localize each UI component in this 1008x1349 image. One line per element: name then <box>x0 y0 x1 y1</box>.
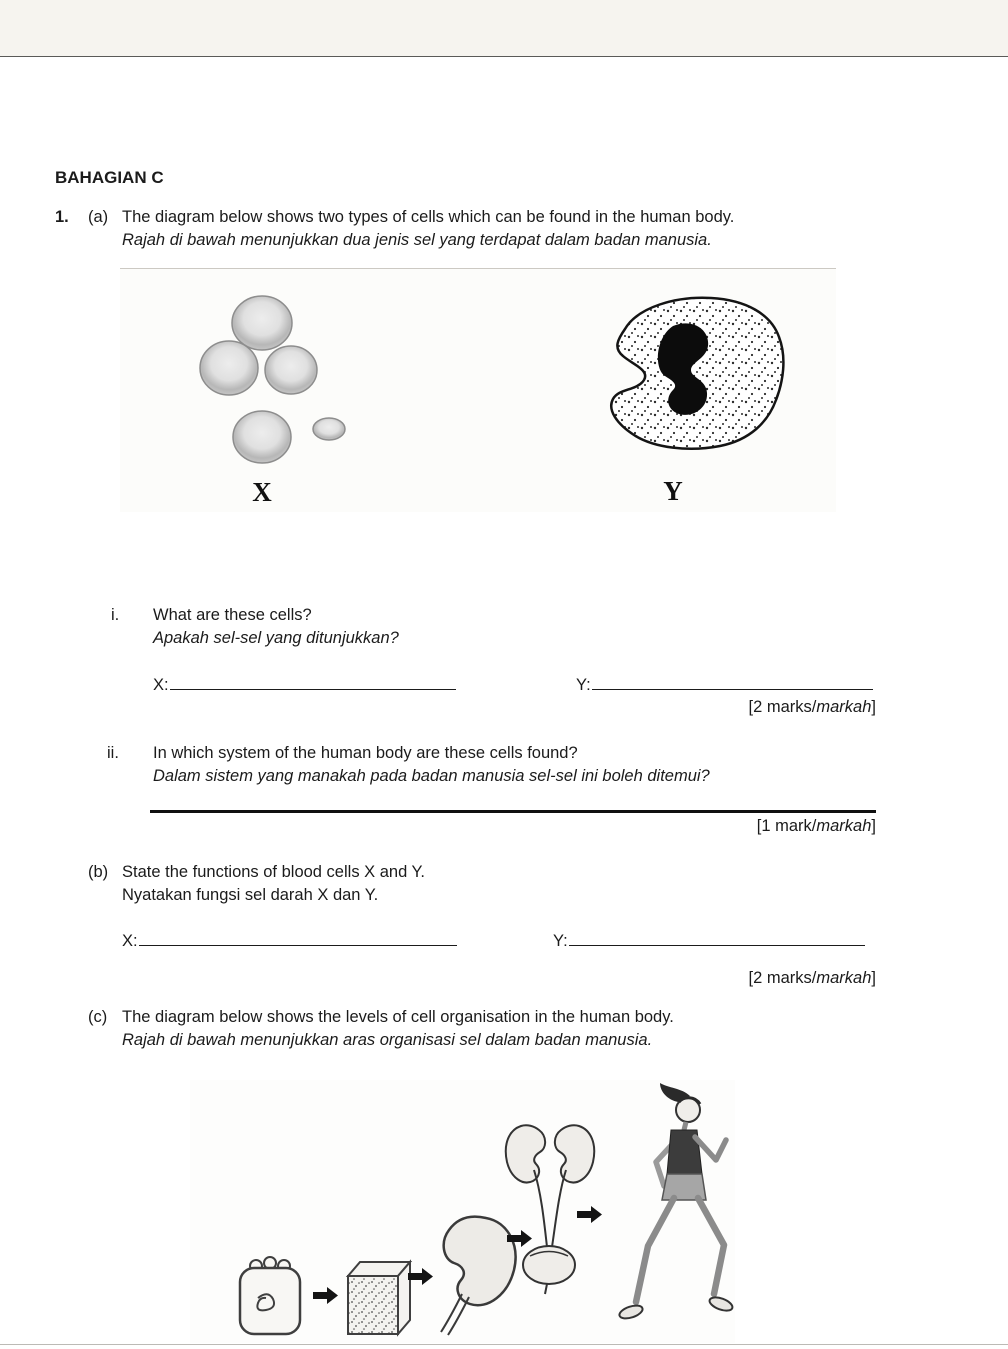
arrow-right-icon <box>313 1287 338 1304</box>
marks-pre: [2 marks/ <box>748 698 817 716</box>
blank-line-y <box>569 929 865 946</box>
answer-blank-x-b <box>122 929 457 953</box>
page-bottom-edge <box>0 1344 1008 1345</box>
answer-line-sub-ii <box>150 810 876 813</box>
marks-sub-ii <box>757 815 876 838</box>
blank-line-x <box>170 673 456 690</box>
marks-post: ] <box>871 817 876 835</box>
organism-runner-illustration <box>618 1083 734 1321</box>
marks-italic: markah <box>816 698 872 716</box>
marks-part-b <box>749 967 876 990</box>
blank-line-y <box>592 673 873 690</box>
section-title: BAHAGIAN C <box>55 168 164 187</box>
part-c-text-en: The diagram below shows the levels of cell organisation in the human body. <box>122 1008 674 1026</box>
page-top-band <box>0 0 1008 57</box>
marks-pre: [1 mark/ <box>756 817 817 835</box>
marks-italic: markah <box>816 817 872 835</box>
marks-pre: [2 marks/ <box>748 969 817 987</box>
sub-ii-text-en: In which system of the human body are these cells found? <box>153 744 578 762</box>
marks-post: ] <box>871 698 876 716</box>
sub-ii-label: ii. <box>107 744 119 762</box>
arrow-right-icon <box>577 1206 602 1223</box>
part-a-label: (a) <box>88 208 109 226</box>
answer-blank-x <box>153 673 456 697</box>
blank-x-label: X: <box>122 932 138 950</box>
blank-y-label: Y: <box>576 676 591 694</box>
cell-label-y: Y <box>663 476 683 506</box>
blank-x-label: X: <box>153 676 169 694</box>
marks-post: ] <box>871 969 876 987</box>
sub-i-label: i. <box>111 606 120 624</box>
cell-organisation-diagram <box>190 1080 735 1343</box>
sub-ii-text-ms: Dalam sistem yang manakah pada badan manusia sel-sel ini boleh ditemui? <box>153 767 710 785</box>
marks-italic: markah <box>816 969 872 987</box>
arrow-right-icon <box>408 1268 433 1285</box>
sub-i-text-ms: Apakah sel-sel yang ditunjukkan? <box>153 629 399 647</box>
tissue-illustration <box>348 1262 410 1334</box>
sub-i-text-en: What are these cells? <box>153 606 312 624</box>
urinary-system-illustration <box>506 1125 594 1294</box>
part-a-text-en: The diagram below shows two types of cells which can be found in the human body. <box>122 208 735 226</box>
blank-y-label: Y: <box>553 932 568 950</box>
cell-illustration <box>240 1257 300 1334</box>
answer-blank-y-b <box>553 929 865 953</box>
part-c-text-ms: Rajah di bawah menunjukkan aras organisasi sel dalam badan manusia. <box>122 1031 653 1049</box>
blood-cells-diagram <box>120 268 836 512</box>
part-b-text-ms: Nyatakan fungsi sel darah X dan Y. <box>122 886 379 904</box>
blank-line-x <box>139 929 457 946</box>
white-blood-cell-illustration <box>611 298 783 449</box>
cell-organisation-diagram-svg <box>190 1080 735 1343</box>
organ-kidney-illustration <box>441 1217 516 1335</box>
part-a-text-ms: Rajah di bawah menunjukkan dua jenis sel yang terdapat dalam badan manusia. <box>122 231 712 249</box>
red-blood-cells-illustration <box>200 296 345 463</box>
cell-label-x: X <box>252 477 272 507</box>
part-b-label: (b) <box>88 863 109 881</box>
marks-sub-i <box>749 696 876 719</box>
answer-blank-y <box>576 673 873 697</box>
part-b-text-en: State the functions of blood cells X and Y. <box>122 863 426 881</box>
question-number: 1. <box>55 208 69 226</box>
blood-cells-diagram-svg <box>120 269 836 513</box>
part-c-label: (c) <box>88 1008 108 1026</box>
